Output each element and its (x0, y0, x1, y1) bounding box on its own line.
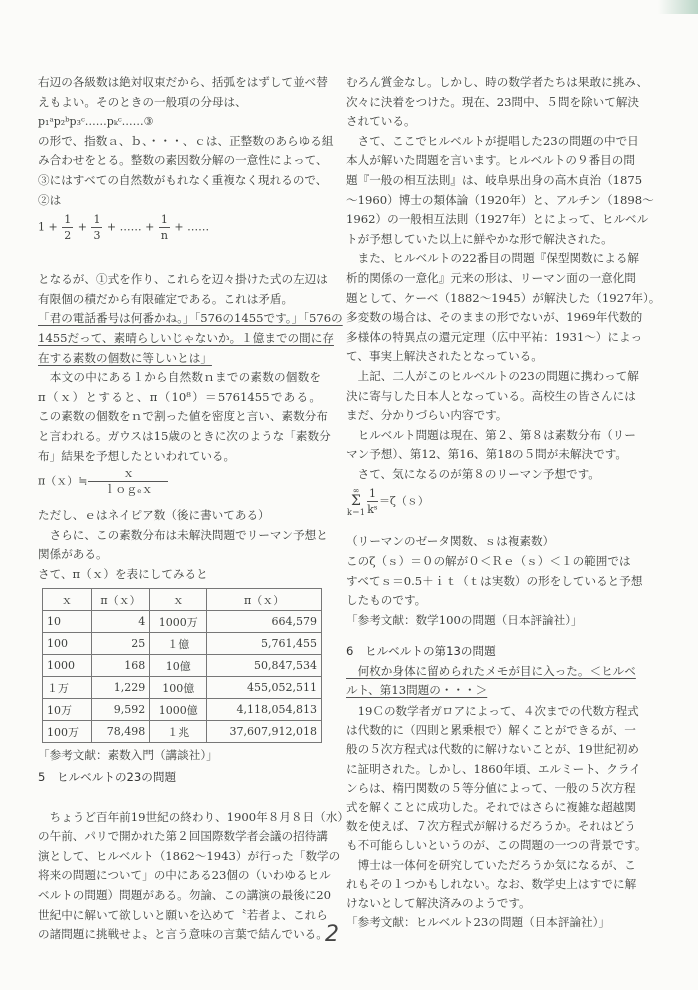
text-line: 次々に決着をつけた。現在、23問中、５問を除いて解決 (346, 94, 640, 109)
table-cell: １万 (43, 677, 92, 699)
paragraph (346, 611, 628, 631)
fraction (88, 466, 168, 497)
text-line: 「君の電話番号は何番かね。」「576の1455です。」「576の (38, 311, 343, 326)
text-line: π（ｘ）とすると、π（10⁸）＝5761455である。 (38, 389, 321, 404)
text-line: 1962）の一般相互法則（1927年）とによって、ヒルベル (346, 212, 649, 227)
text-line: さて、気になるのが第８のリーマン予想です。 (346, 466, 600, 481)
sum-upper: ∞ (352, 486, 360, 496)
text-line: 世紀中に解いて欲しいと願いを込めて〝若者よ、これら (38, 907, 328, 922)
paragraph (38, 73, 328, 112)
paragraph (346, 367, 639, 426)
text-line: れもその１つかもしれない。なお、数学史上はすでに解 (346, 876, 637, 891)
text-line: 演として、ヒルベルト（1862〜1943）が行った「数学の (38, 848, 341, 863)
paragraph (346, 465, 628, 485)
paragraph (346, 913, 628, 932)
paragraph (346, 132, 654, 250)
denominator: ｌｏｇₑｘ (104, 483, 153, 497)
text-line: されている。 (346, 114, 416, 129)
numerator: 1 (368, 487, 376, 501)
fraction (367, 486, 378, 517)
formula-rhs: ＝ζ（ｓ） (378, 494, 429, 508)
text-line: トが予想していた以上に鮮やかな形で解決された。 (346, 231, 613, 246)
table-cell: 37,607,912,018 (207, 721, 322, 743)
table-cell: 100万 (43, 721, 92, 743)
text-line: ンらは、楕円関数の５等分値によって、一般の５次方程 (346, 780, 636, 795)
fraction (62, 212, 73, 243)
text-line: また、ヒルベルトの22番目の問題『保型関数による解 (346, 251, 640, 266)
text-line: 析的関係の一意化』元来の形は、リーマン面の一意化問 (346, 270, 636, 285)
underlined-quote (38, 309, 343, 368)
text-line: 関係がある。 (38, 547, 108, 562)
text-line: も不可能らしいというのが、この問題の一つの背景です。 (346, 838, 647, 853)
text-line: 本人が解いた問題を言います。ヒルベルトの９番目の問 (346, 153, 635, 168)
table-cell: １億 (150, 633, 207, 655)
text-line: 博士は一体何を研究していただろうか気になるが、こ (346, 857, 636, 872)
text-line: 題『一般の相互法則』は、岐阜県出身の高木貞治（1875 (346, 172, 643, 187)
text-line: えもよい。そのときの一般項の分母は、 (38, 94, 247, 109)
text-line: ヒルベルト問題は現在、第２、第８は素数分布（リー (346, 427, 636, 442)
table-header-row (43, 589, 322, 611)
text-line: 将来の問題について」の中にある23個の（いわゆるヒル (38, 868, 331, 883)
text-line: すべてｓ＝0.5＋ｉｔ（ｔは実数）の形をしていると予想 (346, 573, 643, 588)
table-row (43, 655, 322, 677)
table-row (43, 611, 322, 633)
table-row (43, 699, 322, 721)
text-line: まだ、分かりづらい内容です。 (346, 408, 508, 423)
table-cell: １兆 (150, 721, 207, 743)
text-line: 本文の中にある１から自然数ｎまでの素数の個数を (38, 370, 321, 385)
text-line: は代数的に（四則と累乗根で）解くことができるが、一 (346, 723, 636, 738)
text-line: 6 ヒルベルトの第13の問題 (346, 644, 496, 659)
numerator: 1 (160, 213, 168, 227)
fraction (91, 212, 102, 243)
text-line: 「参考文献：ヒルベルト23の問題（日本評論社）」 (346, 915, 611, 930)
text-line: けないとして解決済みのようです。 (346, 895, 531, 910)
text-line: の午前、パリで開かれた第２回国際数学者会議の招待講 (38, 829, 328, 844)
scan-edge-mark (658, 0, 698, 14)
table-cell: 664,579 (207, 611, 322, 633)
ellipsis: …… (187, 220, 210, 234)
numerator: 1 (93, 213, 101, 227)
paragraph (346, 552, 643, 611)
table-row (43, 677, 322, 699)
table-cell: 10万 (43, 699, 92, 721)
column-header: ｘ (150, 589, 207, 611)
text-line: 多変数の場合は、そのままの形でないが、1969年代数的 (346, 310, 643, 325)
text-line: マン予想）、第12、第16、第18の５問が未解決です。 (346, 447, 628, 462)
text-line: 何枚か身体に留められたメモが目に入った。＜ヒルベ (346, 663, 636, 678)
text-line: 題として、ケーベ（1882〜1945）が解決した（1927年）。 (346, 290, 661, 305)
numerator: 1 (64, 213, 72, 227)
text-line: 多様体の特異点の還元定理（広中平祐：1931〜）によっ (346, 329, 643, 344)
paragraph (346, 856, 637, 914)
underlined-quote (346, 662, 636, 700)
sum-lower: k＝1 (347, 508, 365, 518)
page-number: 2 (325, 922, 339, 947)
column-header: ｘ (43, 589, 92, 611)
text-line: 〜1960）博士の類体論（1920年）と、アルチン（1898〜 (346, 192, 654, 207)
sigma: Σ (351, 493, 361, 510)
series-lead: 1 (38, 220, 45, 234)
column-header: π（ｘ） (91, 589, 150, 611)
text-line: このζ（ｓ）＝０の解が０＜Ｒｅ（ｓ）＜１の範囲では (346, 554, 631, 569)
paragraph (346, 702, 647, 856)
paragraph (346, 249, 661, 367)
text-line: の諸問題に挑戦せよ〟と言う意味の言葉で結んでいる。 (38, 927, 328, 942)
formula-lhs: π（ｘ）≒ (38, 474, 88, 488)
left-column (38, 73, 349, 945)
text-line: 上記、二人がこのヒルベルトの23の問題に携わって解 (346, 368, 639, 383)
fraction (159, 212, 170, 243)
paragraph (38, 368, 331, 466)
text-line: （リーマンのゼータ関数、ｓは複素数） (346, 534, 555, 549)
paragraph (38, 526, 328, 565)
denominator: n (160, 229, 168, 243)
table-cell: 4 (91, 611, 150, 633)
section-heading (38, 768, 321, 788)
paragraph (38, 132, 334, 210)
text-line: 右辺の各級数は絶対収束だから、括弧をはずして並べ替 (38, 75, 328, 89)
text-line: に証明された。しかし、1860年頃、エルミート、クライ (346, 761, 641, 776)
right-column (346, 73, 661, 932)
text-line: 有限個の積だから有限確定である。これは矛盾。 (38, 291, 294, 306)
text-line: 式を解くことに成功した。それではさらに複雑な超越関 (346, 799, 636, 814)
text-line: て、事実上解決されたとなっている。 (346, 349, 543, 364)
table-cell: 1000万 (150, 611, 207, 633)
table-cell: 4,118,054,813 (207, 699, 322, 721)
text-line: 決に寄与した日本人となっている。高校生の皆さんには (346, 388, 636, 403)
text-line: 1455だって、素晴らしいじゃないか。１億までの間に存 (38, 330, 334, 345)
table-cell: 10 (43, 611, 92, 633)
text-line: したものです。 (346, 593, 427, 608)
text-line: 布」結果を予想したといわれている。 (38, 448, 236, 463)
table-row (43, 633, 322, 655)
text-line: となるが、①式を作り、これらを辺々掛けた式の左辺は (38, 272, 328, 287)
text-line: ただし、ｅはネイピア数（後に書いてある） (38, 508, 270, 523)
table-cell: 25 (91, 633, 150, 655)
text-line: 般の５次方程式は代数的に解けないことが、19世紀初め (346, 742, 640, 757)
numerator: ｘ (88, 466, 168, 482)
text-line: ちょうど百年前19世紀の終わり、1900年８月８日（水） (38, 809, 349, 824)
text-line: ②は (38, 192, 62, 207)
table-row (43, 721, 322, 743)
table-cell: 1000億 (150, 699, 207, 721)
paragraph (346, 426, 636, 465)
text-line: さて、ここでヒルベルトが提唱した23の問題の中で日 (346, 133, 639, 148)
table-cell: 9,592 (91, 699, 150, 721)
prime-count-table (42, 588, 322, 743)
text-line: 数を使えば、７次方程式が解けるだろうか。それはどう (346, 819, 636, 834)
table-cell: 78,498 (91, 721, 150, 743)
column-header: π（ｘ） (207, 589, 322, 611)
text-line: この素数の個数をｎで割った値を密度と言い、素数分布 (38, 409, 328, 424)
denominator: 3 (93, 229, 101, 243)
text-line: ③にはすべての自然数がもれなく重複なく現れるので、 (38, 172, 328, 187)
paragraph (38, 270, 328, 309)
table-cell: 50,847,534 (207, 655, 322, 677)
table-cell: 5,761,455 (207, 633, 322, 655)
table-cell: 1000 (43, 655, 92, 677)
table-cell: 100億 (150, 677, 207, 699)
text-line: むろん賞金なし。しかし、時の数学者たちは果敢に挑み、 (346, 75, 649, 89)
harmonic-series-formula: 1 + $\frac{1}{2}$ + $\frac{1}{3}$ + …… + $\frac{1}{n}$ + …… (38, 213, 210, 243)
text-line: 「参考文献：数学100の問題（日本評論社）」 (346, 612, 583, 627)
paragraph (346, 532, 628, 552)
text-line: 5 ヒルベルトの23の問題 (38, 770, 177, 785)
paragraph (346, 73, 649, 132)
denominator-formula: p₁ᵃp₂ᵇp₃ᶜ……pₖᶜ……③ (38, 115, 154, 129)
paragraph (38, 746, 321, 766)
paragraph (38, 506, 321, 526)
text-line: さらに、この素数分布は未解決問題でリーマン予想と (38, 527, 328, 542)
summation (347, 486, 365, 517)
text-line: と言われる。ガウスは15歳のときに次のような「素数分 (38, 428, 331, 443)
table-cell: 10億 (150, 655, 207, 677)
text-line: 「参考文献：素数入門（講談社）」 (38, 748, 218, 763)
text-line: さて、π（ｘ）を表にしてみると (38, 566, 208, 581)
text-line: ベルトの問題）問題がある。勿論、この講演の最後に20 (38, 888, 332, 903)
section-heading (346, 642, 628, 661)
gauss-formula (38, 466, 321, 506)
paragraph (38, 565, 321, 585)
zeta-formula (346, 486, 628, 528)
text-line: み合わせをとる。整数の素因数分解の一意性によって、 (38, 153, 328, 168)
text-line: 在する素数の個数に等しいとは」 (38, 350, 212, 365)
table-cell: 1,229 (91, 677, 150, 699)
paragraph (38, 808, 349, 945)
denominator: 2 (64, 229, 72, 243)
denominator: kˢ (367, 503, 378, 517)
table-cell: 168 (91, 655, 150, 677)
ellipsis: …… (119, 220, 142, 234)
text-line: の形で、指数ａ、ｂ、・・・、ｃは、正整数のあらゆる組 (38, 133, 334, 148)
text-line: ルト、第13問題の・・・＞ (346, 682, 488, 697)
text-line: 19Ｃの数学者ガロアによって、４次までの代数方程式 (346, 704, 639, 718)
table-cell: 100 (43, 633, 92, 655)
table-cell: 455,052,511 (207, 677, 322, 699)
